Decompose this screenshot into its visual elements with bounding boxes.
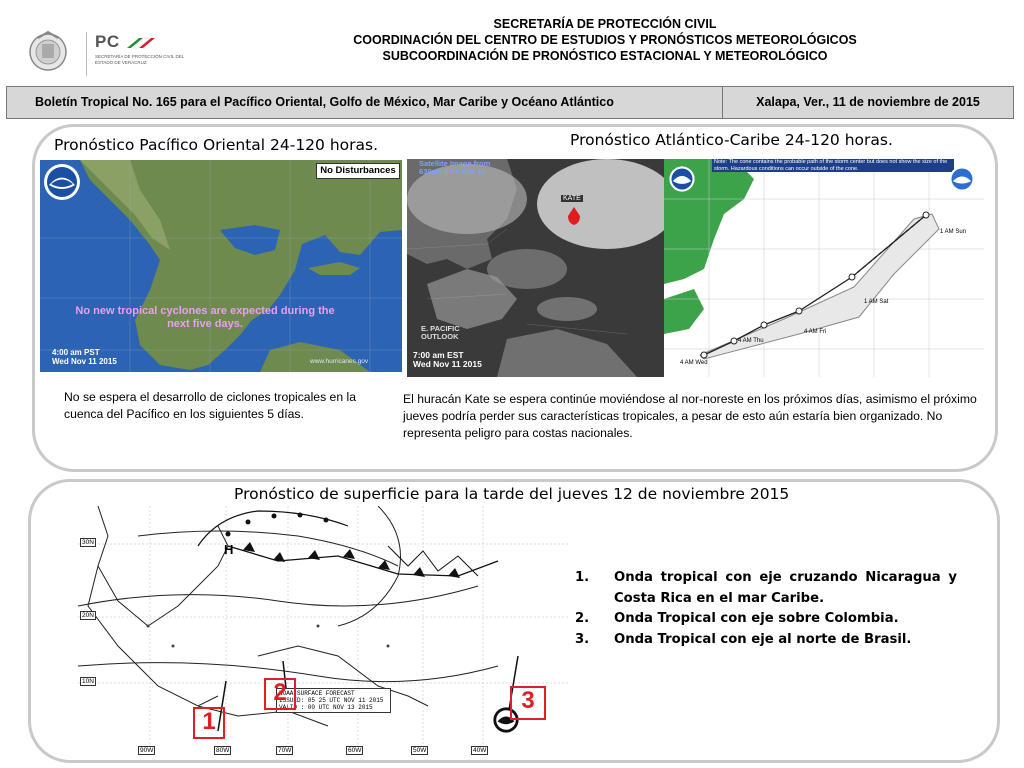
lon-label: 60W bbox=[348, 747, 362, 754]
lat-label: 20N bbox=[82, 612, 94, 619]
satellite-timestamp bbox=[413, 351, 482, 369]
bulletin-title: Boletín Tropical No. 165 para el Pacífico Oriental, Golfo de México, Mar Caribe y Océano Atlántico bbox=[7, 87, 723, 118]
forecast-stamp-line: VALID : 00 UTC NOV 13 2015 bbox=[279, 704, 373, 711]
lon-label: 50W bbox=[413, 747, 427, 754]
atlantic-caption: El huracán Kate se espera continúe moviéndose al nor-noreste en los próximos días, asimismo el próximo jueves podría perder sus características tropicales, a pesar de esto aún estaría bien organizado. No representa peligro para costas nacionales. bbox=[403, 392, 977, 440]
nhc-credit: www.hurricanes.gov bbox=[310, 358, 369, 365]
lon-label: 70W bbox=[278, 747, 292, 754]
track-point-label: 4 AM Thu bbox=[738, 338, 764, 344]
cone-note: Note: The cone contains the probable path of the storm center but does not show the size of the storm. Hazardous conditions can occur outside of the cone. bbox=[712, 159, 954, 172]
wave-number: 2. bbox=[575, 611, 590, 626]
wave-number: 1. bbox=[575, 570, 590, 585]
header-line-3: SUBCOORDINACIÓN DE PRONÓSTICO ESTACIONAL Y METEOROLÓGICO bbox=[382, 49, 828, 63]
pacific-time: 4:00 am PST bbox=[52, 348, 100, 357]
lat-label: 10N bbox=[82, 678, 94, 685]
wave-description: Onda tropical con eje cruzando Nicaragua y Costa Rica en el mar Caribe. bbox=[614, 570, 957, 606]
wave-list-item bbox=[575, 609, 957, 630]
header-line-2: COORDINACIÓN DEL CENTRO DE ESTUDIOS Y PRONÓSTICOS METEOROLÓGICOS bbox=[353, 33, 857, 47]
wave-description: Onda Tropical con eje al norte de Brasil. bbox=[614, 631, 912, 647]
wave-list-item bbox=[575, 568, 957, 609]
satellite-date: Wed Nov 11 2015 bbox=[413, 359, 482, 369]
pacific-heading: Pronóstico Pacífico Oriental 24-120 horas. bbox=[54, 136, 379, 154]
outlook-message: No new tropical cyclones are expected during the next five days. bbox=[75, 305, 335, 330]
lon-label: 40W bbox=[473, 747, 487, 754]
status-box: No Disturbances bbox=[316, 163, 400, 179]
forecast-stamp-line: NOAA SURFACE FORECAST bbox=[279, 690, 355, 697]
lon-label: 80W bbox=[216, 747, 230, 754]
pacific-timestamp bbox=[52, 348, 117, 366]
high-pressure-label: H bbox=[224, 542, 234, 557]
satellite-image bbox=[407, 159, 665, 377]
surface-heading: Pronóstico de superficie para la tarde del jueves 12 de noviembre 2015 bbox=[234, 485, 790, 503]
storm-marker-icon bbox=[567, 207, 581, 225]
noaa-logo-icon bbox=[42, 162, 82, 202]
state-seal-icon bbox=[28, 30, 68, 74]
forecast-stamp-line: ISSUED: 05 25 UTC NOV 11 2015 bbox=[279, 697, 384, 704]
outlook-label: E. PACIFIC OUTLOOK bbox=[421, 324, 460, 341]
document-header bbox=[190, 16, 1020, 64]
atlantic-heading: Pronóstico Atlántico-Caribe 24-120 horas. bbox=[570, 131, 893, 149]
track-point-label: 4 AM Fri bbox=[804, 329, 827, 335]
lat-label: 30N bbox=[82, 539, 94, 546]
flag-stripe-icon bbox=[125, 36, 165, 50]
satellite-time: 7:00 am EST bbox=[413, 350, 464, 360]
logo-text: PC bbox=[95, 32, 120, 51]
wave-list-item bbox=[575, 630, 957, 651]
nws-logo-icon bbox=[948, 165, 976, 193]
lon-label: 90W bbox=[140, 747, 154, 754]
pacific-outlook-map bbox=[40, 160, 402, 372]
marker-2: 2 bbox=[264, 678, 296, 710]
noaa-logo-icon bbox=[668, 165, 696, 193]
marker-3: 3 bbox=[510, 686, 546, 720]
pacific-caption: No se espera el desarrollo de ciclones tropicales en la cuenca del Pacífico en los siguientes 5 días. bbox=[64, 390, 356, 421]
wave-number: 3. bbox=[575, 631, 590, 647]
satellite-title: Satellite Image from 630am EST Nov 11 bbox=[419, 159, 491, 176]
bulletin-bar bbox=[6, 86, 1014, 119]
pc-logo bbox=[26, 26, 186, 76]
marker-1: 1 bbox=[193, 707, 225, 739]
pc-wordmark bbox=[86, 32, 185, 76]
track-point-label: 1 AM Sat bbox=[864, 299, 889, 305]
bulletin-place-date: Xalapa, Ver., 11 de noviembre de 2015 bbox=[756, 95, 980, 109]
wave-list bbox=[575, 568, 957, 650]
logo-subtitle: SECRETARÍA DE PROTECCIÓN CIVIL DEL ESTADO DE VERACRUZ bbox=[95, 54, 185, 65]
surface-forecast-map bbox=[78, 506, 568, 756]
wave-description: Onda Tropical con eje sobre Colombia. bbox=[614, 611, 899, 626]
storm-label: KATE bbox=[563, 195, 581, 202]
pacific-date: Wed Nov 11 2015 bbox=[52, 357, 117, 366]
track-point-label: 4 AM Wed bbox=[680, 360, 708, 366]
header-line-1: SECRETARÍA DE PROTECCIÓN CIVIL bbox=[493, 17, 717, 31]
kate-track-map bbox=[664, 159, 984, 377]
track-point-label: 1 AM Sun bbox=[940, 229, 967, 235]
